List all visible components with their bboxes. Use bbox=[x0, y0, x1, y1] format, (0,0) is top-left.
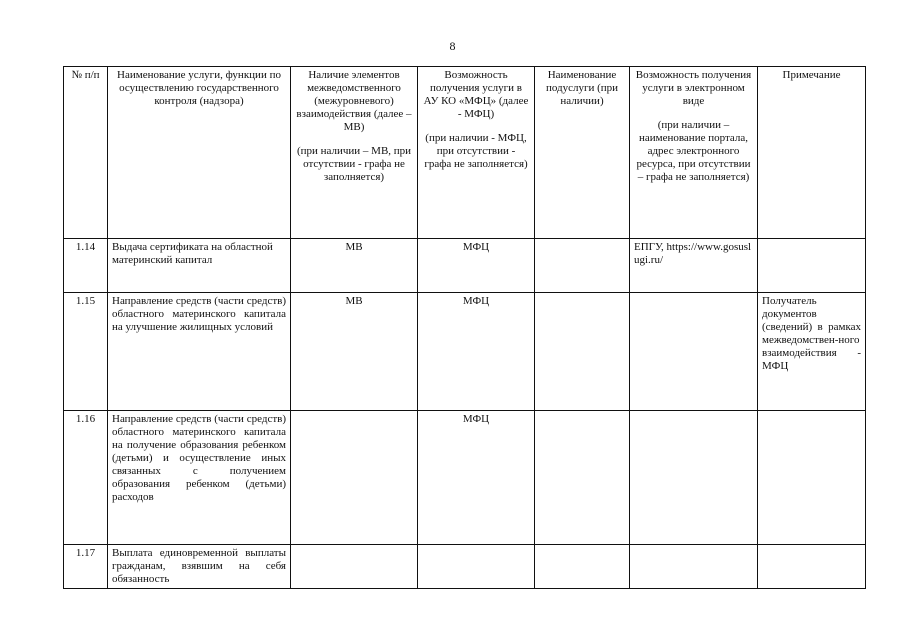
row-number: 1.14 bbox=[64, 239, 108, 293]
service-name: Выплата единовременной выплаты гражданам, взявшим на себя обязанность bbox=[108, 545, 291, 589]
row-number: 1.16 bbox=[64, 411, 108, 545]
table-row bbox=[64, 293, 866, 411]
table-row bbox=[64, 239, 866, 293]
header-mv: Наличие элементов межведомственного (межуровневого) взаимодействия (далее – МВ) (при наличии – МВ, при отсутствии - графа не заполняется) bbox=[291, 67, 418, 239]
mfc-cell: МФЦ bbox=[418, 411, 535, 545]
electronic-cell bbox=[630, 411, 758, 545]
header-remark: Примечание bbox=[758, 67, 866, 239]
mv-cell bbox=[291, 545, 418, 589]
electronic-cell bbox=[630, 545, 758, 589]
row-number: 1.17 bbox=[64, 545, 108, 589]
service-name: Выдача сертификата на областной материнский капитал bbox=[108, 239, 291, 293]
table-row bbox=[64, 411, 866, 545]
header-mfc: Возможность получения услуги в АУ КО «МФЦ» (далее - МФЦ) (при наличии - МФЦ, при отсутствии - графа не заполняется) bbox=[418, 67, 535, 239]
electronic-cell: ЕПГУ, https://www.gosuslugi.ru/ bbox=[630, 239, 758, 293]
header-subservice: Наименование подуслуги (при наличии) bbox=[535, 67, 630, 239]
header-electronic: Возможность получения услуги в электронном виде (при наличии – наименование портала, адрес электронного ресурса, при отсутствии – графа не заполняется) bbox=[630, 67, 758, 239]
electronic-cell bbox=[630, 293, 758, 411]
subservice-cell bbox=[535, 411, 630, 545]
header-service-name: Наименование услуги, функции по осуществлению государственного контроля (надзора) bbox=[108, 67, 291, 239]
services-table bbox=[63, 66, 866, 589]
mfc-cell: МФЦ bbox=[418, 293, 535, 411]
subservice-cell bbox=[535, 545, 630, 589]
mfc-cell: МФЦ bbox=[418, 239, 535, 293]
remark-cell bbox=[758, 239, 866, 293]
table-row bbox=[64, 545, 866, 589]
mv-cell bbox=[291, 411, 418, 545]
page-number: 8 bbox=[449, 39, 456, 53]
mv-cell: МВ bbox=[291, 293, 418, 411]
service-name: Направление средств (части средств) областного материнского капитала на получение образования ребенком (детьми) и осуществление иных связанных с получением образования ребенком (детьми) расходов bbox=[108, 411, 291, 545]
header-row bbox=[64, 67, 866, 239]
remark-cell bbox=[758, 545, 866, 589]
subservice-cell bbox=[535, 293, 630, 411]
subservice-cell bbox=[535, 239, 630, 293]
mfc-cell bbox=[418, 545, 535, 589]
remark-cell: Получатель документов (сведений) в рамках межведомствен-ного взаимодействия - МФЦ bbox=[758, 293, 866, 411]
header-num: № п/п bbox=[64, 67, 108, 239]
remark-cell bbox=[758, 411, 866, 545]
mv-cell: МВ bbox=[291, 239, 418, 293]
row-number: 1.15 bbox=[64, 293, 108, 411]
service-name: Направление средств (части средств) областного материнского капитала на улучшение жилищных условий bbox=[108, 293, 291, 411]
